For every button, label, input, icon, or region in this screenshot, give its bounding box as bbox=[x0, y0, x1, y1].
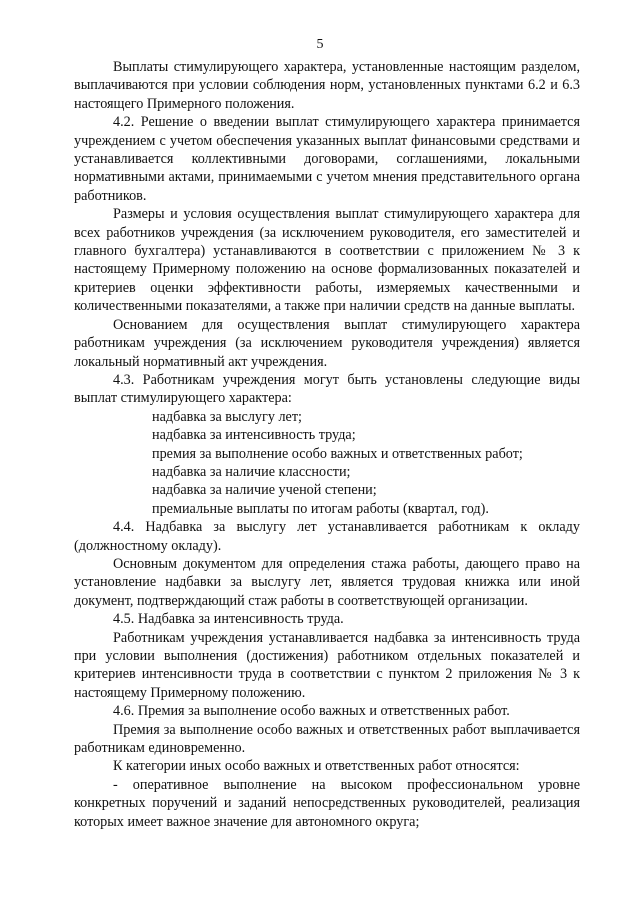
paragraph: 4.4. Надбавка за выслугу лет устанавливается работникам к окладу (должностному окладу). bbox=[74, 519, 580, 554]
paragraph: Основным документом для определения стажа работы, дающего право на установление надбавки за выслугу лет, является трудовая книжка или иной документ, подтверждающий стаж работы в соответствующей организации. bbox=[74, 555, 580, 609]
paragraph: Основанием для осуществления выплат стимулирующего характера работникам учреждения (за исключением руководителя учреждения) является локальный нормативный акт учреждения. bbox=[74, 316, 580, 370]
paragraph: Премия за выполнение особо важных и ответственных работ выплачивается работникам единовременно. bbox=[74, 721, 580, 757]
paragraph: 4.5. Надбавка за интенсивность труда. bbox=[113, 611, 344, 628]
paragraph: 4.6. Премия за выполнение особо важных и ответственных работ. bbox=[113, 703, 510, 720]
list-item: надбавка за выслугу лет; bbox=[152, 408, 302, 425]
list-item: надбавка за интенсивность труда; bbox=[152, 427, 356, 444]
list-item: премиальные выплаты по итогам работы (квартал, год). bbox=[152, 500, 489, 517]
document-body bbox=[74, 58, 580, 831]
paragraph: - оперативное выполнение на высоком профессиональном уровне конкретных поручений и заданий непосредственных руководителей, реализация которых имеет важное значение для автономного округа; bbox=[74, 776, 580, 830]
paragraph: К категории иных особо важных и ответственных работ относятся: bbox=[113, 758, 520, 775]
paragraph: Работникам учреждения устанавливается надбавка за интенсивность труда при условии выполнения (достижения) работником отдельных показателей и критериев интенсивности труда в соответствии с пунктом 2 приложения № 3 к настоящему Примерному положению. bbox=[74, 629, 580, 701]
list-item: премия за выполнение особо важных и ответственных работ; bbox=[152, 445, 523, 462]
paragraph: Выплаты стимулирующего характера, установленные настоящим разделом, выплачиваются при условии соблюдения норм, установленных пунктами 6.2 и 6.3 настоящего Примерного положения. bbox=[74, 59, 580, 112]
list-item: надбавка за наличие классности; bbox=[152, 463, 351, 480]
paragraph: 4.3. Работникам учреждения могут быть установлены следующие виды выплат стимулирующего характера: bbox=[74, 371, 580, 407]
list-item: надбавка за наличие ученой степени; bbox=[152, 482, 377, 499]
paragraph: 4.2. Решение о введении выплат стимулирующего характера принимается учреждением с учетом обеспечения указанных выплат финансовыми средствами и устанавливается коллективными договорами, соглашениями, локальными нормативными актами, принимаемыми с учетом мнения представительного органа работников. bbox=[74, 114, 580, 204]
paragraph: Размеры и условия осуществления выплат стимулирующего характера для всех работников учреждения (за исключением руководителя, его заместителей и главного бухгалтера) устанавливаются в соответствии с приложением № 3 к настоящему Примерному положению на основе формализованных показателей и критериев оценки эффективности работы, измеряемых качественными и количественными показателями, а также при наличии средств на данные выплаты. bbox=[74, 206, 580, 315]
page-number: 5 bbox=[316, 37, 324, 52]
